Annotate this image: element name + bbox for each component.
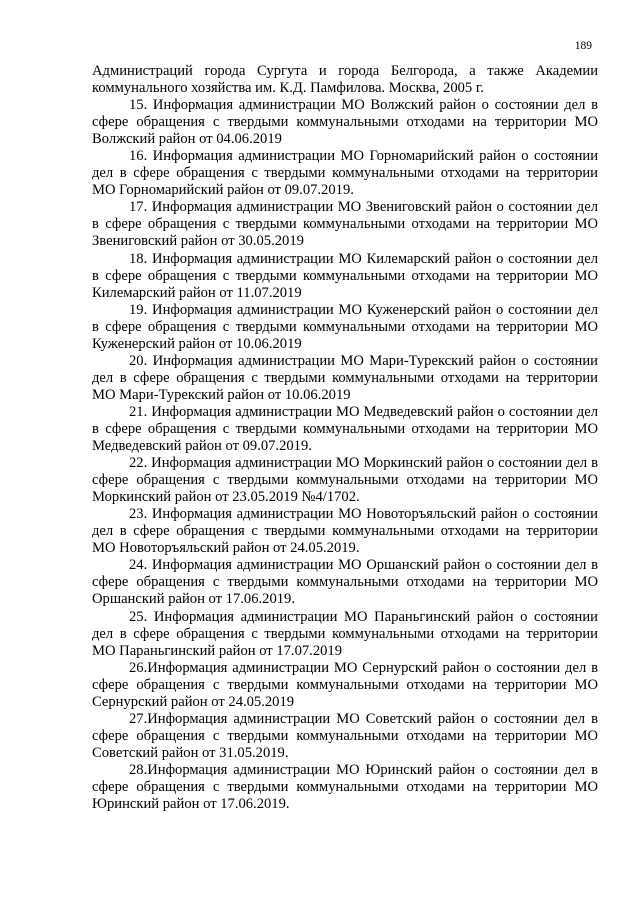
reference-item-28: 28.Информация администрации МО Юринский район о состоянии дел в сфере обращения с твердыми коммунальными отходами на территории МО Юринский район от 17.06.2019. xyxy=(92,761,598,813)
reference-item-20: 20. Информация администрации МО Мари-Турекский район о состоянии дел в сфере обращения с твердыми коммунальными отходами на территории МО Мари-Турекский район от 10.06.2019 xyxy=(92,352,598,403)
reference-item-18: 18. Информация администрации МО Килемарский район о состоянии дел в сфере обращения с твердыми коммунальными отходами на территории МО Килемарский район от 11.07.2019 xyxy=(92,250,598,301)
reference-item-25: 25. Информация администрации МО Параньгинский район о состоянии дел в сфере обращения с твердыми коммунальными отходами на территории МО Параньгинский район от 17.07.2019 xyxy=(92,608,598,659)
page-number: 189 xyxy=(574,40,592,52)
reference-item-16: 16. Информация администрации МО Горномарийский район о состоянии дел в сфере обращения с твердыми коммунальными отходами на территории МО Горномарийский район от 09.07.2019. xyxy=(92,148,598,199)
continuation-paragraph: Администраций города Сургута и города Белгорода, а также Академии коммунального хозяйства им. К.Д. Памфилова. Москва, 2005 г. xyxy=(92,63,598,97)
reference-item-23: 23. Информация администрации МО Новоторъяльский район о состоянии дел в сфере обращения с твердыми коммунальными отходами на территории МО Новоторъяльский район от 24.05.2019. xyxy=(92,506,598,557)
reference-item-27: 27.Информация администрации МО Советский район о состоянии дел в сфере обращения с твердыми коммунальными отходами на территории МО Советский район от 31.05.2019. xyxy=(92,710,598,761)
reference-item-22: 22. Информация администрации МО Моркинский район о состоянии дел в сфере обращения с твердыми коммунальными отходами на территории МО Моркинский район от 23.05.2019 №4/1702. xyxy=(92,455,598,506)
reference-item-26: 26.Информация администрации МО Сернурский район о состоянии дел в сфере обращения с твердыми коммунальными отходами на территории МО Сернурский район от 24.05.2019 xyxy=(92,659,598,710)
document-body xyxy=(92,63,598,813)
reference-item-15: 15. Информация администрации МО Волжский район о состоянии дел в сфере обращения с твердыми коммунальными отходами на территории МО Волжский район от 04.06.2019 xyxy=(92,97,598,148)
reference-item-19: 19. Информация администрации МО Куженерский район о состоянии дел в сфере обращения с твердыми коммунальными отходами на территории МО Куженерский район от 10.06.2019 xyxy=(92,301,598,352)
reference-item-21: 21. Информация администрации МО Медведевский район о состоянии дел в сфере обращения с твердыми коммунальными отходами на территории МО Медведевский район от 09.07.2019. xyxy=(92,403,598,455)
reference-item-24: 24. Информация администрации МО Оршанский район о состоянии дел в сфере обращения с твердыми коммунальными отходами на территории МО Оршанский район от 17.06.2019. xyxy=(92,557,598,608)
reference-item-17: 17. Информация администрации МО Звениговский район о состоянии дел в сфере обращения с твердыми коммунальными отходами на территории МО Звениговский район от 30.05.2019 xyxy=(92,199,598,250)
